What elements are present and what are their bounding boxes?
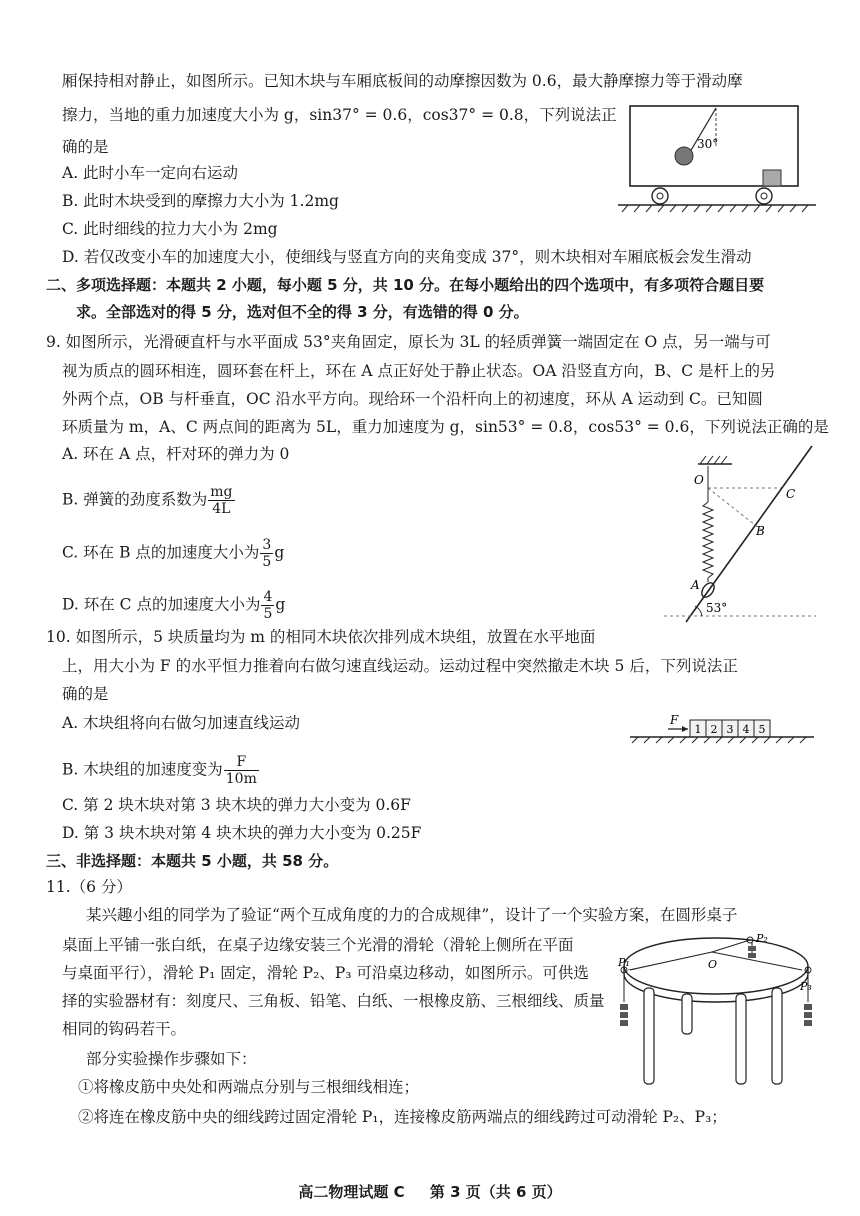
q9-point-a-label: A	[691, 578, 700, 592]
q10-blocks-figure	[630, 710, 816, 746]
q9-option-a: A. 环在 A 点，杆对环的弹力为 0	[62, 445, 290, 463]
q11-step-2: ②将连在橡皮筋中央的细线跨过固定滑轮 P₁，连接橡皮筋两端点的细线跨过可动滑轮 P₂、P₃；	[78, 1108, 727, 1126]
q10-text-line3: 确的是	[62, 685, 109, 703]
footer-page-number: 第 3 页（共 6 页）	[429, 1183, 562, 1201]
q9-text-line3: 外两个点，OB 与杆垂直，OC 沿水平方向。现给环一个沿杆向上的初速度，环从 A 运动到 C。已知圆	[62, 390, 763, 408]
q10-force-label: F	[670, 713, 679, 727]
q10-block-2: 2	[710, 723, 718, 736]
q10-option-a: A. 木块组将向右做匀加速直线运动	[62, 714, 301, 732]
q10-text-line2: 上，用大小为 F 的水平恒力推着向右做匀速直线运动。运动过程中突然撤走木块 5 后，下列说法正	[62, 657, 738, 675]
footer-subject: 高二物理试题 C	[298, 1183, 405, 1201]
q11-paragraph-line4: 择的实验器材有：刻度尺、三角板、铅笔、白纸、一根橡皮筋、三根细线、质量	[62, 992, 605, 1010]
q8-option-d: D. 若仅改变小车的加速度大小，使细线与竖直方向的夹角变成 37°，则木块相对车厢底板会发生滑动	[62, 248, 752, 266]
q10-block-4: 4	[742, 723, 750, 736]
q9-point-b-label: B	[756, 524, 765, 538]
q10-option-b-numerator: F	[224, 754, 259, 771]
q9-option-b-denominator: 4L	[212, 501, 231, 517]
q9-option-d-unit: g	[275, 595, 286, 614]
q9-text-line2: 视为质点的圆环相连，圆环套在杆上，环在 A 点正好处于静止状态。OA 沿竖直方向，B、C 是杆上的另	[62, 362, 776, 380]
q10-option-b	[62, 754, 260, 787]
section2-heading-line1: 二、多项选择题：本题共 2 小题，每小题 5 分，共 10 分。在每小题给出的四个选项中，有多项符合题目要	[46, 276, 765, 294]
q10-option-b-denominator: 10m	[225, 771, 257, 787]
section2-heading-line2: 求。全部选对的得 5 分，选对但不全的得 3 分，有选错的得 0 分。	[76, 303, 529, 321]
q11-table-figure	[612, 930, 820, 1086]
q9-option-c-denominator: 5	[262, 554, 272, 570]
q11-steps-intro: 部分实验操作步骤如下：	[86, 1050, 257, 1068]
q9-option-b-text: B. 弹簧的劲度系数为	[62, 490, 208, 509]
q9-option-c-numerator: 3	[262, 537, 272, 553]
q9-rod-spring-figure	[664, 444, 818, 626]
q8-option-b: B. 此时木块受到的摩擦力大小为 1.2mg	[62, 192, 339, 210]
q9-point-c-label: C	[786, 487, 796, 501]
q10-block-1: 1	[694, 723, 702, 736]
section3-heading: 三、非选择题：本题共 5 小题，共 58 分。	[46, 852, 339, 870]
q9-option-b-fraction	[208, 484, 234, 517]
q11-paragraph-line3: 与桌面平行），滑轮 P₁ 固定，滑轮 P₂、P₃ 可沿桌边移动，如图所示。可供选	[62, 964, 589, 982]
q9-option-c-unit: g	[274, 543, 285, 562]
q11-paragraph-line5: 相同的钩码若干。	[62, 1020, 187, 1038]
q11-pulley-p3-label: P₃	[800, 980, 812, 993]
q8-option-a: A. 此时小车一定向右运动	[62, 164, 239, 182]
q10-block-3: 3	[726, 723, 734, 736]
q9-option-d	[62, 589, 285, 622]
q9-option-d-text: D. 环在 C 点的加速度大小为	[62, 595, 261, 614]
q11-paragraph-line1: 某兴趣小组的同学为了验证“两个互成角度的力的合成规律”，设计了一个实验方案，在圆形桌子	[86, 906, 738, 924]
q10-option-c: C. 第 2 块木块对第 3 块木块的弹力大小变为 0.6F	[62, 796, 411, 814]
q8-text-line3: 确的是	[62, 138, 109, 156]
q8-text-line1: 厢保持相对静止，如图所示。已知木块与车厢底板间的动摩擦因数为 0.6，最大静摩擦力等于滑动摩	[62, 72, 743, 90]
q9-point-o-label: O	[694, 473, 704, 487]
q9-option-d-denominator: 5	[263, 606, 273, 622]
q9-text-line4: 环质量为 m，A、C 两点间的距离为 5L，重力加速度为 g，sin53° = 0.8，cos53° = 0.6，下列说法正确的是	[62, 418, 829, 436]
q8-angle-label: 30°	[697, 137, 719, 151]
q8-cart-figure	[618, 100, 818, 220]
q11-heading: 11.（6 分）	[46, 878, 132, 896]
q11-paragraph-line2: 桌面上平铺一张白纸，在桌子边缘安装三个光滑的滑轮（滑轮上侧所在平面	[62, 936, 574, 954]
q9-option-d-fraction	[261, 589, 274, 622]
q11-step-1: ①将橡皮筋中央处和两端点分别与三根细线相连；	[78, 1078, 420, 1096]
q11-center-o-label: O	[708, 958, 718, 971]
q9-text-line1: 9. 如图所示，光滑硬直杆与水平面成 53°夹角固定，原长为 3L 的轻质弹簧一端固定在 O 点，另一端与可	[46, 333, 771, 351]
q8-option-c: C. 此时细线的拉力大小为 2mg	[62, 220, 278, 238]
q11-pulley-p2-label: P₂	[756, 932, 768, 945]
q9-option-c	[62, 537, 284, 570]
q9-option-b	[62, 484, 236, 517]
q10-option-b-text: B. 木块组的加速度变为	[62, 760, 223, 779]
q9-option-c-text: C. 环在 B 点的加速度大小为	[62, 543, 260, 562]
q9-option-b-numerator: mg	[210, 484, 233, 500]
q11-pulley-p1-label: P₁	[618, 956, 630, 969]
q10-option-b-fraction	[224, 754, 259, 787]
page-footer	[0, 1181, 860, 1202]
q9-option-d-numerator: 4	[263, 589, 273, 605]
q10-text-line1: 10. 如图所示，5 块质量均为 m 的相同木块依次排列成木块组，放置在水平地面	[46, 628, 596, 646]
q9-angle-label: 53°	[706, 601, 728, 615]
q9-option-c-fraction	[260, 537, 273, 570]
q10-block-5: 5	[758, 723, 766, 736]
q8-text-line2: 擦力，当地的重力加速度大小为 g，sin37° = 0.6，cos37° = 0.8，下列说法正	[62, 106, 617, 124]
q10-option-d: D. 第 3 块木块对第 4 块木块的弹力大小变为 0.25F	[62, 824, 422, 842]
